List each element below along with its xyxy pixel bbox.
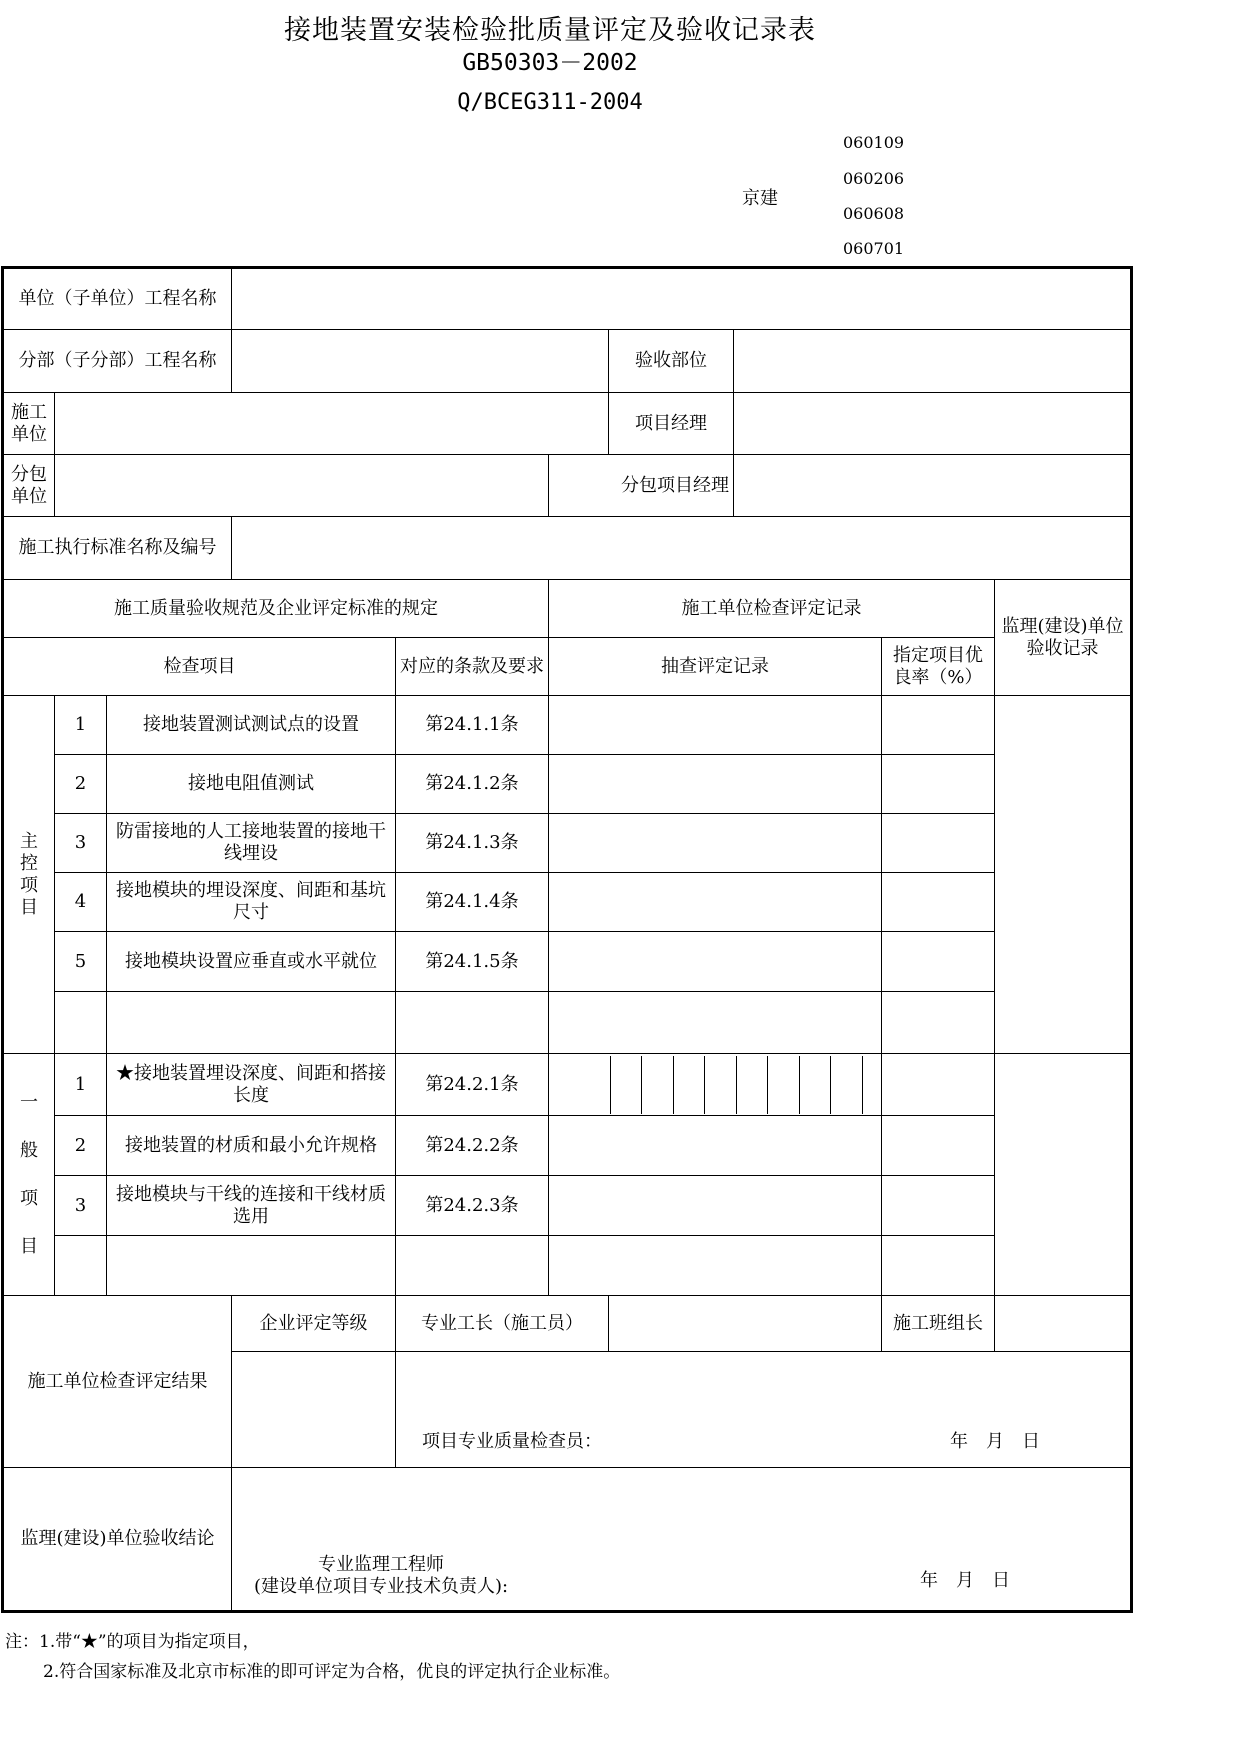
- sample-record-cell[interactable]: [549, 755, 882, 814]
- supervision-conclusion-label: 监理(建设)单位验收结论: [3, 1468, 232, 1612]
- inspector-sign-area[interactable]: [396, 1352, 1132, 1468]
- supervision-record-header: 监理(建设)单位验收记录: [995, 580, 1132, 696]
- project-manager-label: 项目经理: [609, 393, 734, 455]
- team-leader-label: 施工班组长: [882, 1296, 995, 1352]
- item-clause: 第24.1.2条: [396, 755, 549, 814]
- item-description: 接地模块的埋设深度、间距和基坑尺寸: [107, 873, 396, 932]
- inspector-label: 项目专业质量检查员：: [422, 1431, 602, 1452]
- excellent-rate-cell[interactable]: [882, 873, 995, 932]
- notes: [5, 1627, 620, 1687]
- item-description: ★接地装置埋设深度、间距和搭接长度: [107, 1054, 396, 1116]
- item-clause-empty[interactable]: [396, 992, 549, 1054]
- sample-grid-box[interactable]: [610, 1056, 642, 1114]
- sample-record-cell[interactable]: [549, 814, 882, 873]
- sample-record-cell[interactable]: [549, 992, 882, 1054]
- general-category-char: 目: [20, 1235, 38, 1257]
- general-items-category-text: [8, 1079, 50, 1271]
- excellent-rate-header: 指定项目优良率（%）: [882, 638, 995, 696]
- item-description: 接地模块与干线的连接和干线材质选用: [107, 1176, 396, 1236]
- check-item-header: 检查项目: [3, 638, 396, 696]
- item-no: 5: [55, 932, 107, 992]
- item-clause: 第24.1.4条: [396, 873, 549, 932]
- subcontract-pm-field[interactable]: [734, 455, 1132, 517]
- subcontract-unit-field[interactable]: [55, 455, 549, 517]
- form-title: 接地装置安装检验批质量评定及验收记录表: [284, 15, 816, 46]
- form-code: 060109: [843, 133, 905, 152]
- sample-grid-box[interactable]: [704, 1056, 736, 1114]
- item-clause: 第24.2.2条: [396, 1116, 549, 1176]
- engineer-label: 专业监理工程师: [318, 1554, 445, 1575]
- standard-name-label: 施工执行标准名称及编号: [3, 517, 232, 580]
- sample-grid-box[interactable]: [736, 1056, 768, 1114]
- engineer-sub-label: (建设单位项目专业技术负责人):: [254, 1576, 509, 1597]
- jingjian-label: 京建: [742, 188, 778, 209]
- excellent-rate-cell[interactable]: [882, 1054, 995, 1116]
- item-description: 接地装置的材质和最小允许规格: [107, 1116, 396, 1176]
- item-description-empty[interactable]: [107, 992, 396, 1054]
- foreman-label: 专业工长（施工员）: [396, 1296, 609, 1352]
- item-clause: 第24.1.3条: [396, 814, 549, 873]
- supervision-record-cell[interactable]: [995, 696, 1132, 1054]
- excellent-rate-cell[interactable]: [882, 932, 995, 992]
- project-manager-field[interactable]: [734, 393, 1132, 455]
- acceptance-location-label: 验收部位: [609, 330, 734, 393]
- general-category-char: 一: [20, 1091, 38, 1113]
- sample-grid-box[interactable]: [767, 1056, 799, 1114]
- item-clause-empty[interactable]: [396, 1236, 549, 1296]
- construction-unit-label: 施工单位: [3, 393, 55, 455]
- excellent-rate-cell[interactable]: [882, 992, 995, 1054]
- general-category-char: 般: [20, 1139, 38, 1161]
- standard-q: Q/BCEG311-2004: [457, 90, 643, 115]
- team-leader-field[interactable]: [995, 1296, 1132, 1352]
- sample-record-cell[interactable]: [549, 873, 882, 932]
- excellent-rate-cell[interactable]: [882, 814, 995, 873]
- sample-grid-box[interactable]: [799, 1056, 831, 1114]
- subcontract-unit-label: 分包单位: [3, 455, 55, 517]
- standard-name-field[interactable]: [232, 517, 1132, 580]
- foreman-field[interactable]: [609, 1296, 882, 1352]
- excellent-rate-cell[interactable]: [882, 696, 995, 755]
- sample-record-cell[interactable]: [549, 1116, 882, 1176]
- excellent-rate-cell[interactable]: [882, 1236, 995, 1296]
- construction-unit-field[interactable]: [55, 393, 609, 455]
- subdivision-project-name-label: 分部（子分部）工程名称: [3, 330, 232, 393]
- item-no: 3: [55, 814, 107, 873]
- supervision-sign-area[interactable]: [232, 1468, 1132, 1612]
- item-no-empty: [55, 1236, 107, 1296]
- sample-grid-box[interactable]: [579, 1056, 610, 1114]
- sample-grid-box[interactable]: [830, 1056, 862, 1114]
- sample-grid-box[interactable]: [641, 1056, 673, 1114]
- item-description-empty[interactable]: [107, 1236, 396, 1296]
- general-category-char: 项: [20, 1187, 38, 1209]
- note-2: 2.符合国家标准及北京市标准的即可评定为合格，优良的评定执行企业标准。: [43, 1662, 621, 1682]
- item-clause: 第24.2.3条: [396, 1176, 549, 1236]
- general-items-category: [3, 1054, 55, 1296]
- sample-record-cell[interactable]: [549, 696, 882, 755]
- supervision-record-cell[interactable]: [995, 1054, 1132, 1296]
- item-no-empty: [55, 992, 107, 1054]
- engineer-block: [232, 1554, 508, 1598]
- subdivision-project-name-field[interactable]: [232, 330, 609, 393]
- sample-grid-box[interactable]: [862, 1056, 881, 1114]
- item-description: 防雷接地的人工接地装置的接地干线埋设: [107, 814, 396, 873]
- date-label: 年 月 日: [950, 1431, 1040, 1452]
- main-items-category-text: 主控项目: [20, 830, 38, 918]
- item-description: 接地装置测试测试点的设置: [107, 696, 396, 755]
- excellent-rate-cell[interactable]: [882, 755, 995, 814]
- item-no: 2: [55, 1116, 107, 1176]
- excellent-rate-cell[interactable]: [882, 1176, 995, 1236]
- form-code: 060608: [843, 204, 905, 223]
- item-no: 1: [55, 696, 107, 755]
- item-description: 接地模块设置应垂直或水平就位: [107, 932, 396, 992]
- standard-gb: GB50303－2002: [462, 50, 638, 76]
- supervision-sign-row: [232, 1554, 1130, 1598]
- subcontract-pm-label: 分包项目经理: [549, 455, 734, 517]
- unit-check-group-header: 施工单位检查评定记录: [549, 580, 995, 638]
- unit-result-label: 施工单位检查评定结果: [3, 1296, 232, 1468]
- excellent-rate-cell[interactable]: [882, 1116, 995, 1176]
- item-clause: 第24.1.5条: [396, 932, 549, 992]
- item-description: 接地电阻值测试: [107, 755, 396, 814]
- sample-record-cell[interactable]: [549, 1176, 882, 1236]
- sample-grid: [579, 1056, 881, 1114]
- enterprise-grade-label: 企业评定等级: [232, 1296, 396, 1352]
- unit-project-name-field[interactable]: [232, 268, 1132, 330]
- main-items-category: [3, 696, 55, 1054]
- sample-grid-box[interactable]: [673, 1056, 705, 1114]
- form-code: 060206: [843, 169, 905, 188]
- inspector-sign-row: [396, 1431, 1130, 1453]
- item-no: 2: [55, 755, 107, 814]
- clause-header: 对应的条款及要求: [396, 638, 549, 696]
- unit-project-name-label: 单位（子单位）工程名称: [3, 268, 232, 330]
- date-label: 年 月 日: [920, 1570, 1010, 1591]
- sample-record-header: 抽查评定记录: [549, 638, 882, 696]
- acceptance-location-field[interactable]: [734, 330, 1132, 393]
- item-no: 1: [55, 1054, 107, 1116]
- sample-grid-cell[interactable]: [549, 1054, 882, 1116]
- spec-group-header: 施工质量验收规范及企业评定标准的规定: [3, 580, 549, 638]
- form-code: 060701: [843, 239, 905, 258]
- item-clause: 第24.1.1条: [396, 696, 549, 755]
- inspection-form-table: [1, 266, 1133, 1613]
- enterprise-grade-field[interactable]: [232, 1352, 396, 1468]
- item-clause: 第24.2.1条: [396, 1054, 549, 1116]
- item-no: 3: [55, 1176, 107, 1236]
- sample-record-cell[interactable]: [549, 1236, 882, 1296]
- sample-record-cell[interactable]: [549, 932, 882, 992]
- item-no: 4: [55, 873, 107, 932]
- note-1: 注：1.带“★”的项目为指定项目，: [5, 1632, 260, 1652]
